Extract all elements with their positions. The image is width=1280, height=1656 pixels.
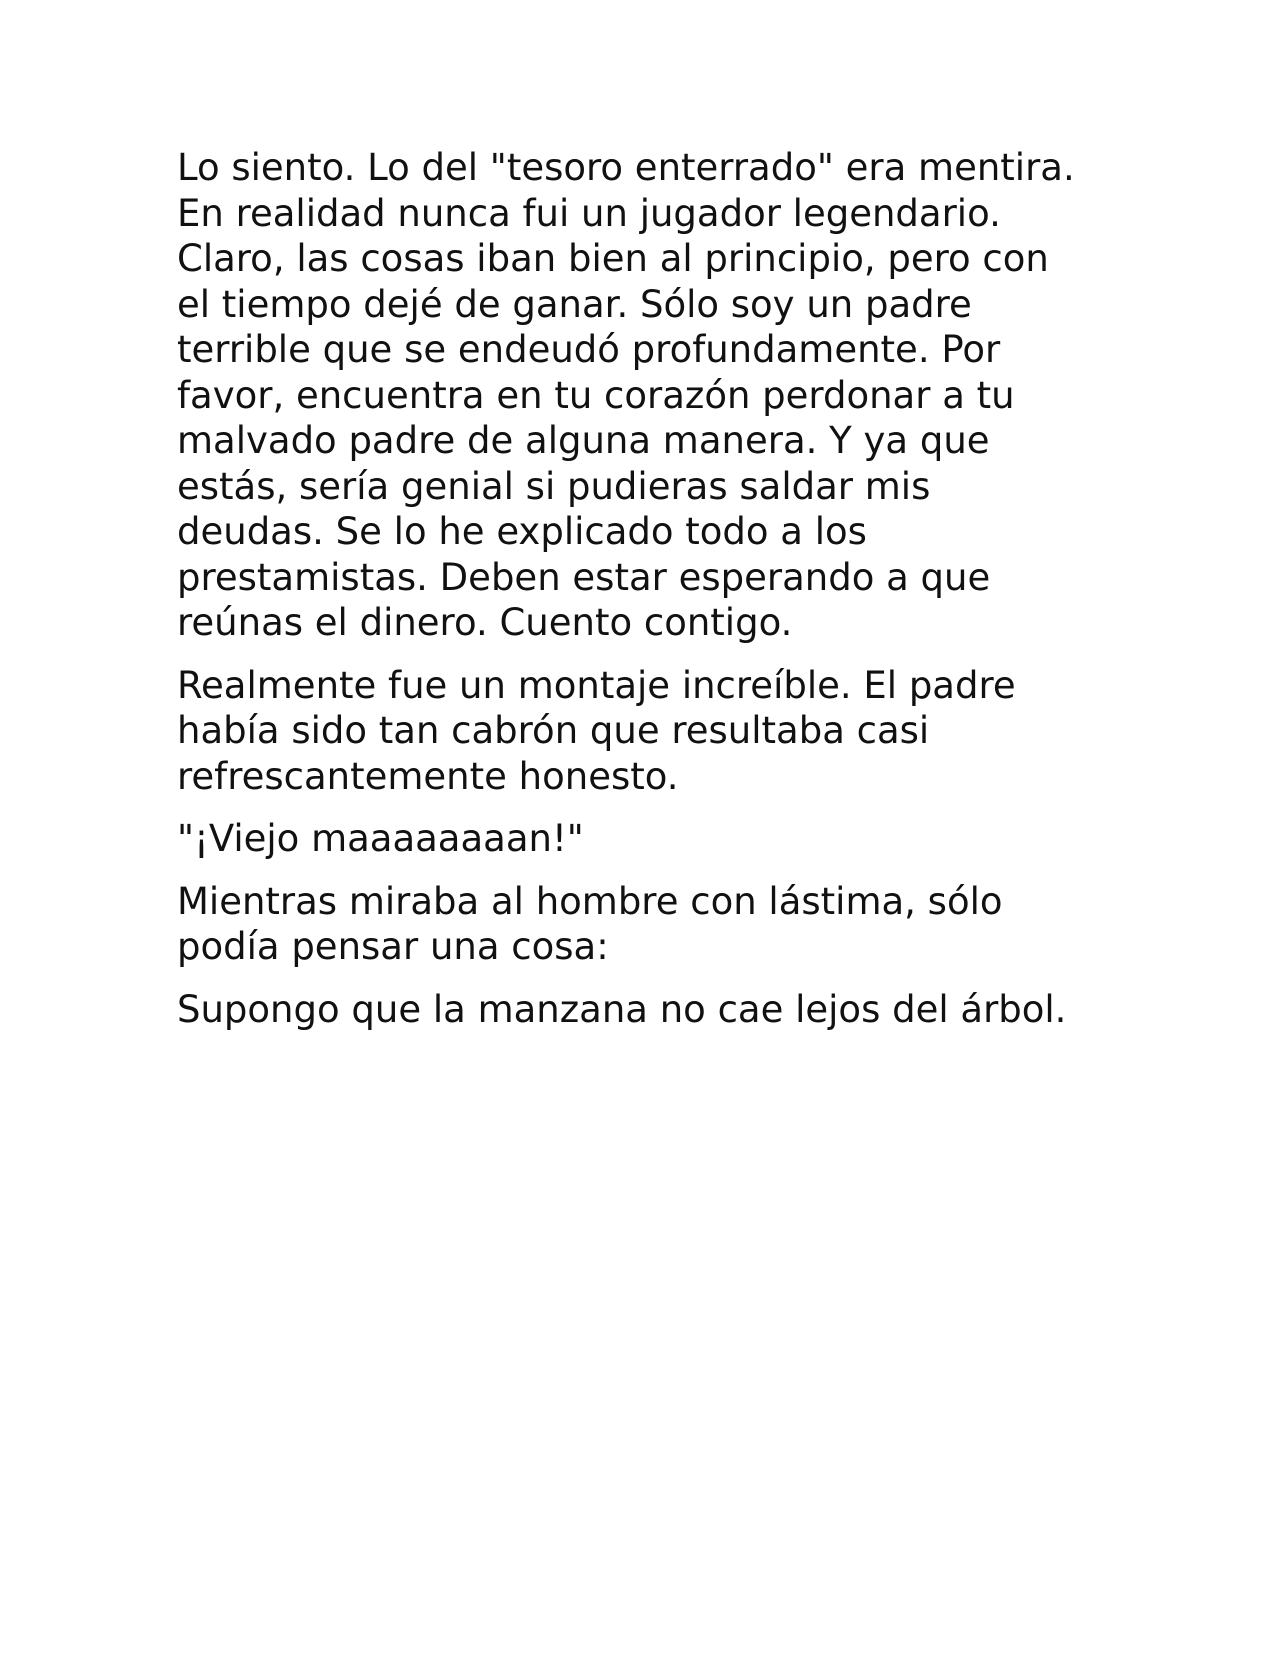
text-line: En realidad nunca fui un jugador legendario. bbox=[177, 191, 1001, 235]
text-line: Lo siento. Lo del "tesoro enterrado" era mentira. bbox=[177, 146, 1075, 189]
paragraph-thought bbox=[177, 879, 1107, 970]
text-line: "¡Viejo maaaaaaaan!" bbox=[177, 817, 584, 860]
text-line: Realmente fue un montaje increíble. El padre bbox=[177, 663, 1016, 707]
text-line: estás, sería genial si pudieras saldar mis bbox=[177, 464, 931, 508]
text-line: malvado padre de alguna manera. Y ya que bbox=[177, 419, 990, 462]
text-line: deudas. Se lo he explicado todo a los bbox=[177, 510, 867, 553]
text-line: prestamistas. Deben estar esperando a que bbox=[177, 555, 991, 599]
paragraph-conclusion bbox=[177, 987, 1107, 1033]
paragraph-letter bbox=[177, 145, 1107, 646]
text-line: Claro, las cosas iban bien al principio, pero con bbox=[177, 237, 1049, 280]
text-line: Supongo que la manzana no cae lejos del árbol. bbox=[177, 987, 1067, 1031]
text-line: Mientras miraba al hombre con lástima, sólo bbox=[177, 879, 1003, 923]
text-line: terrible que se endeudó profundamente. Por bbox=[177, 328, 1001, 371]
text-line: reúnas el dinero. Cuento contigo. bbox=[177, 601, 793, 644]
document-body bbox=[177, 145, 1107, 1049]
text-line: había sido tan cabrón que resultaba casi bbox=[177, 709, 930, 752]
paragraph-narration bbox=[177, 663, 1107, 800]
paragraph-exclamation bbox=[177, 816, 1107, 862]
text-line: favor, encuentra en tu corazón perdonar a tu bbox=[177, 373, 1015, 417]
text-line: podía pensar una cosa: bbox=[177, 925, 609, 968]
text-line: refrescantemente honesto. bbox=[177, 754, 679, 798]
text-line: el tiempo dejé de ganar. Sólo soy un padre bbox=[177, 282, 972, 326]
